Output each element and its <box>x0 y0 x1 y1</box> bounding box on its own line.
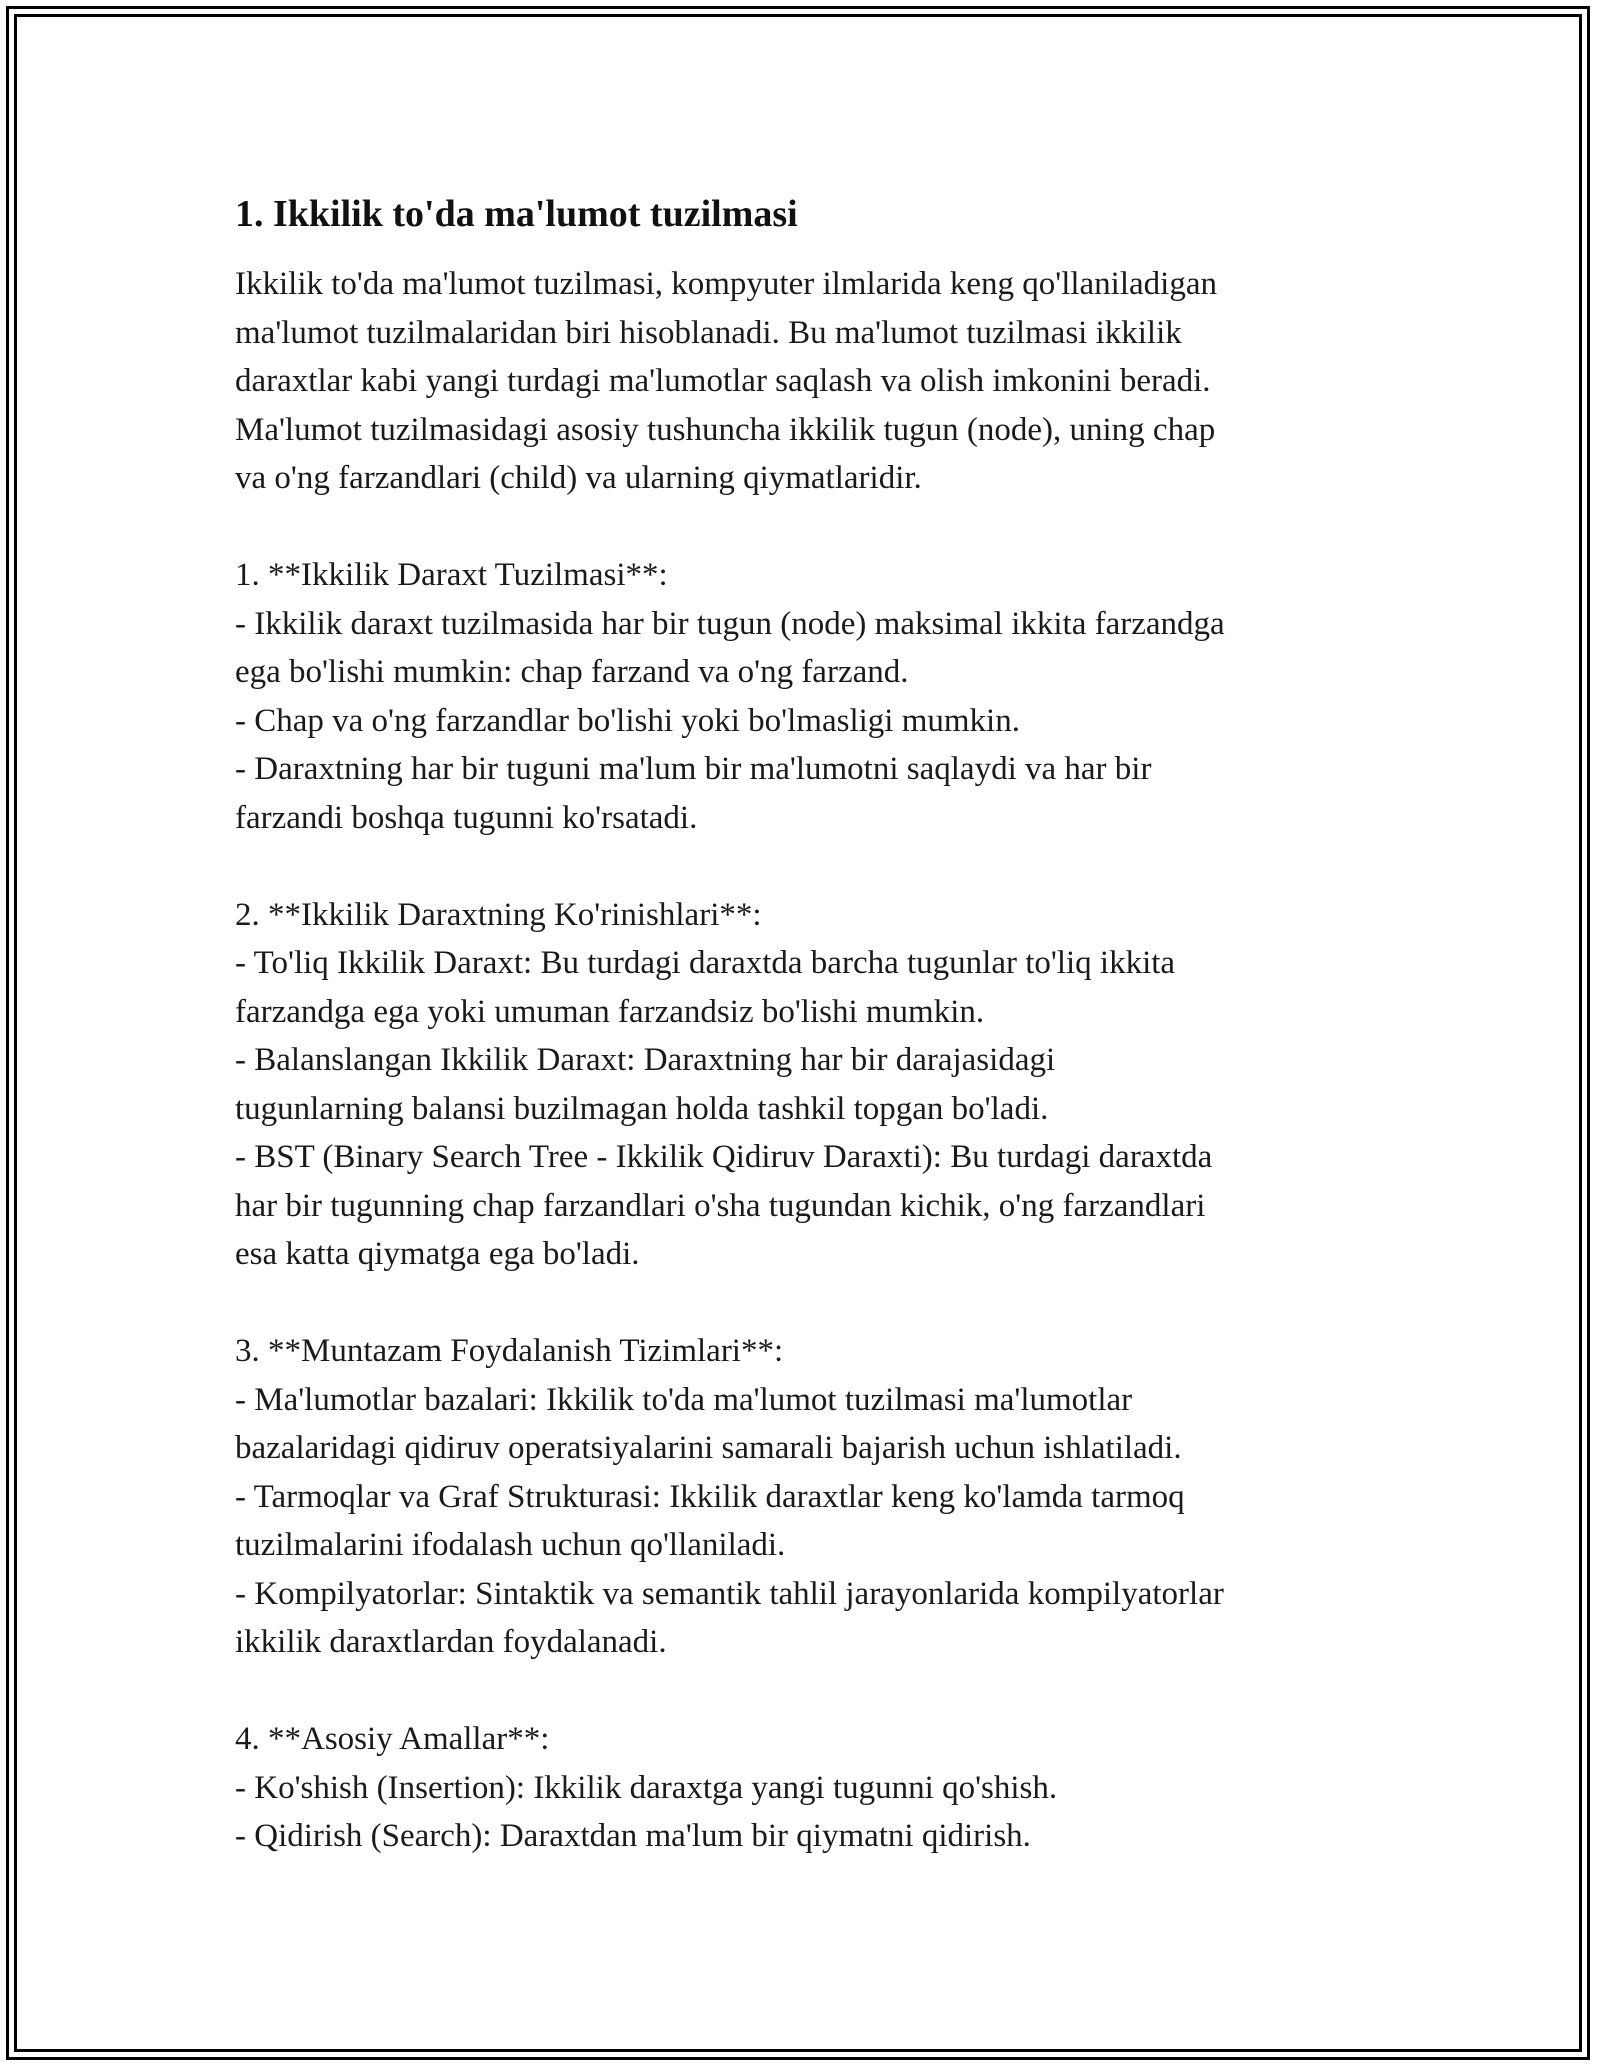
bullet-item: - Qidirish (Search): Daraxtdan ma'lum bir qiymatni qidirish. <box>235 1818 1031 1854</box>
section-common-uses <box>235 1327 1415 1667</box>
section-binary-tree-types <box>235 891 1415 1279</box>
bullet-item: - Chap va o'ng farzandlar bo'lishi yoki bo'lmasligi mumkin. <box>235 702 1020 739</box>
bullet-item: - Daraxtning har bir tuguni ma'lum bir ma'lumotni saqlaydi va har bir farzandi boshqa tugunni ko'rsatadi. <box>235 751 1152 836</box>
bullet-item: - Ma'lumotlar bazalari: Ikkilik to'da ma'lumot tuzilmasi ma'lumotlar bazalaridagi qidiruv operatsiyalarini samarali bajarish uchun ishlatiladi. <box>235 1381 1182 1466</box>
bullet-item: - BST (Binary Search Tree - Ikkilik Qidiruv Daraxti): Bu turdagi daraxtda har bir tugunning chap farzandlari o'sha tugundan kichik, o'ng farzandlari esa katta qiymatga ega bo'ladi. <box>235 1139 1213 1272</box>
bullet-item: - To'liq Ikkilik Daraxt: Bu turdagi daraxtda barcha tugunlar to'liq ikkita farzandga ega yoki umuman farzandsiz bo'lishi mumkin. <box>235 945 1176 1030</box>
section-heading: 3. **Muntazam Foydalanish Tizimlari**: <box>235 1333 784 1369</box>
section-heading: 2. **Ikkilik Daraxtning Ko'rinishlari**: <box>235 896 762 933</box>
document-title: 1. Ikkilik to'da ma'lumot tuzilmasi <box>235 193 798 235</box>
bullet-item: - Ikkilik daraxt tuzilmasida har bir tugun (node) maksimal ikkita farzandga ega bo'lishi mumkin: chap farzand va o'ng farzand. <box>235 605 1225 690</box>
bullet-item: - Kompilyatorlar: Sintaktik va semantik tahlil jarayonlarida kompilyatorlar ikkilik daraxtlardan foydalanadi. <box>235 1575 1224 1660</box>
bullet-item: - Balanslangan Ikkilik Daraxt: Daraxtning har bir darajasidagi tugunlarning balansi buzilmagan holda tashkil topgan bo'ladi. <box>235 1042 1056 1127</box>
bullet-item: - Ko'shish (Insertion): Ikkilik daraxtga yangi tugunni qo'shish. <box>235 1769 1058 1806</box>
intro-paragraph: Ikkilik to'da ma'lumot tuzilmasi, kompyuter ilmlarida keng qo'llaniladigan ma'lumot tuzilmalaridan biri hisoblanadi. Bu ma'lumot tuzilmasi ikkilik daraxtlar kabi yangi turdagi ma'lumotlar saqlash va olish imkonini beradi. Ma'lumot tuzilmasidagi asosiy tushuncha ikkilik tugun (node), uning chap va o'ng farzandlari (child) va ularning qiymatlaridir. <box>235 266 1217 496</box>
bullet-item: - Tarmoqlar va Graf Strukturasi: Ikkilik daraxtlar keng ko'lamda tarmoq tuzilmalarini ifodalash uchun qo'llaniladi. <box>235 1478 1185 1563</box>
section-binary-tree-structure <box>235 551 1415 842</box>
section-heading: 4. **Asosiy Amallar**: <box>235 1721 550 1757</box>
section-heading: 1. **Ikkilik Daraxt Tuzilmasi**: <box>235 557 668 593</box>
document-body <box>235 182 1415 1861</box>
section-basic-operations <box>235 1715 1415 1861</box>
